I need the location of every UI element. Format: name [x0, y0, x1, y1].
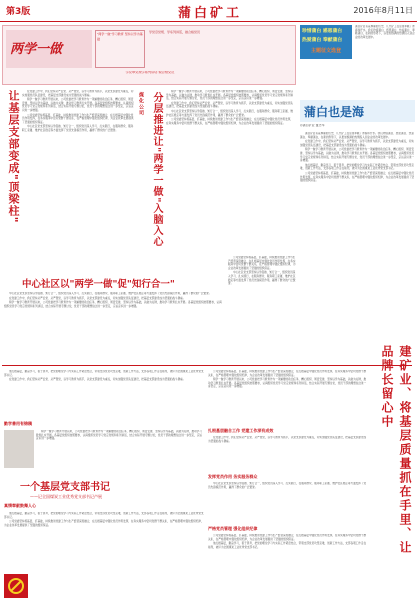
article-6-paragraph: 公司党委坚持抓基层、打基础，持续推进党建工作与生产经营深度融合，在扎根基层中强化党员作用发挥，在务实服务中密切党群干群关系，在严格管理中强化组织纪律，为企业改革发展提供了坚强的组织保证。 — [208, 534, 367, 541]
article-3-title-box — [300, 100, 415, 122]
article-4-headline: 中心社区以"两学一做"促"知行合一" — [22, 279, 175, 290]
page-number-label: 第3版 — [6, 7, 31, 17]
essay-column-subtitle: 主题征文选登 — [310, 48, 341, 54]
article-6-column-b — [208, 482, 368, 524]
article-5-subtitle: ——记全国煤炭工业优秀党支部书记卢展 — [30, 494, 102, 499]
essay-column-box — [300, 25, 352, 59]
article-3-headline: 蒲白也是海 — [304, 105, 365, 119]
article-1-headline: 让基层支部变成"顶梁柱" — [7, 90, 20, 224]
party-emblem-icon — [4, 574, 28, 598]
article-1-paragraph: 在党建工作中，我们坚持从严治党、从严管党，以学习教育为抓手，以党支部建设为重点，切实加强党员队伍建设，把基层支部建设成为坚强的战斗堡垒。 — [22, 90, 134, 97]
article-5-column-a — [36, 430, 204, 474]
article-3-byline: ◎蒲白矿业 董志华 — [300, 124, 325, 127]
article-5-paragraph: 他扎根基层，勤奋学习，善于思考，把党的理论学习与实际工作紧密结合，带领支部党员攻坚克难，创新工作方法，支部各项工作走在前列，被评为全国煤炭工业优秀党支部书记。 — [4, 370, 204, 377]
article-6-column-a — [208, 436, 368, 472]
article-5-headline: 一个基层党支部书记 — [20, 482, 110, 493]
article-3-paragraph: 公司党委坚持抓基层、打基础，持续推进党建工作与生产经营深度融合，在扎根基层中强化党员作用发挥，在务实服务中密切党群干群关系，在严格管理中强化组织纪律，为企业改革发展提供了坚强的组织保证。 — [300, 171, 415, 183]
article-1-body — [22, 90, 134, 270]
article-2-kicker: 煤化公司 — [138, 92, 144, 116]
article-6-paragraph: 在党建工作中，我们坚持从严治党、从严管党，以学习教育为抓手，以党支部建设为重点，切实加强党员队伍建设，把基层支部建设成为坚强的战斗堡垒。 — [208, 436, 367, 443]
banner-logo-area — [6, 30, 92, 68]
article-3-paragraph: 蒲白矿业有着厚重的历史，几代矿工在这里奉献了青春和汗水。我们珍惜蒲白、感恩蒲白、热爱蒲白、奉献蒲白，在新的形势下，以更加饱满的热情投入到企业的改革发展中。 — [300, 132, 414, 139]
article-5-paragraph: 在党建工作中，我们坚持从严治党、从严管党，以学习教育为抓手，以党支部建设为重点，切实加强党员队伍建设，把基层支部建设成为坚强的战斗堡垒。 — [9, 378, 186, 382]
article-4-paragraph: 公司党委坚持抓基层、打基础，持续推进党建工作与生产经营深度融合，在扎根基层中强化党员作用发挥，在务实服务中密切党群干群关系，在严格管理中强化组织纪律，为企业改革发展提供了坚强的组织保证。 — [228, 256, 296, 270]
article-2-paragraph: 中心社区党支部坚持以学促做、知行合一，组织党员深入学习、扎实践行，在服务群众、服务职工家属、维护社区稳定等方面发挥了党员先锋模范作用，赢得了群众的广泛赞誉。 — [166, 109, 293, 117]
top-banner — [2, 25, 296, 85]
article-2-body — [166, 90, 294, 270]
article-5-section-heading: 勤学善用有锦稿 — [4, 421, 32, 426]
article-2-headline: 分层推进让"两学一做"入脑入心 — [151, 92, 162, 248]
article-4-paragraph: 中心社区党支部坚持以学促做、知行合一，组织党员深入学习、扎实践行，在服务群众、服务职工家属、维护社区稳定等方面发挥了党员先锋模范作用，赢得了群众的广泛赞誉。 — [228, 271, 296, 286]
article-6-paragraph: 两学一做学习教育开展以来，公司党委把学习教育作为一项重要的政治任务，精心组织、周密安排，坚持以学为基础，以做为关键，推动学习教育扎实开展。各基层党组织按照要求，认真组织党员学习党章党规和系列讲话，结合实际开展专题讨论，党员干部的理想信念进一步坚定，宗旨意识进一步增强。 — [208, 378, 367, 389]
banner-strip-text: 学党章党规学系列讲话 做合格党员 — [125, 71, 175, 74]
issue-date: 2016年8月11日 — [353, 6, 413, 15]
article-6-section-heading: 严格党员管理 强化组织纪律 — [208, 526, 258, 531]
article-3-body — [300, 132, 415, 342]
article-2-paragraph: 公司党委坚持抓基层、打基础，持续推进党建工作与生产经营深度融合，在扎根基层中强化党员作用发挥，在务实服务中密切党群干群关系，在严格管理中强化组织纪律，为企业改革发展提供了坚强的组织保证。 — [166, 118, 293, 125]
article-5-column-b — [4, 512, 204, 572]
article-6-column-c — [208, 534, 368, 596]
article-6-section-heading: 发挥党员作用 务实服务群众 — [208, 474, 258, 479]
article-5-intro — [4, 370, 204, 420]
essay-column-line-1: 珍惜蒲白 感恩蒲白 — [302, 29, 343, 34]
article-6-paragraph: 中心社区党支部坚持以学促做、知行合一，组织党员深入学习、扎实践行，在服务群众、服务职工家属、维护社区稳定等方面发挥了党员先锋模范作用，赢得了群众的广泛赞誉。 — [208, 482, 367, 489]
article-3-paragraph: 两学一做学习教育开展以来，公司党委把学习教育作为一项重要的政治任务，精心组织、周密安排，坚持以学为基础，以做为关键，推动学习教育扎实开展。各基层党组织按照要求，认真组织党员学习党章党规和系列讲话，结合实际开展专题讨论，党员干部的理想信念进一步坚定，宗旨意识进一步增强。 — [300, 148, 415, 163]
article-4-body — [4, 292, 224, 362]
section-divider — [2, 365, 412, 366]
article-4-paragraph: 在党建工作中，我们坚持从严治党、从严管党，以学习教育为抓手，以党支部建设为重点，切实加强党员队伍建设，把基层支部建设成为坚强的战斗堡垒。 — [9, 296, 186, 300]
banner-logo-text: 两学一做 — [10, 42, 63, 57]
article-6-section-heading: 扎根基层融合工作 党建工作深有成效 — [208, 428, 274, 433]
article-1-paragraph: 公司党委坚持抓基层、打基础，持续推进党建工作与生产经营深度融合，在扎根基层中强化党员作用发挥，在务实服务中密切党群干群关系，在严格管理中强化组织纪律，为企业改革发展提供了坚强的组织保证。 — [22, 113, 134, 124]
article-3-paragraph: 在党建工作中，我们坚持从严治党、从严管党，以学习教育为抓手，以党支部建设为重点，切实加强党员队伍建设，把基层支部建设成为坚强的战斗堡垒。 — [300, 140, 414, 147]
article-4-paragraph: 中心社区党支部坚持以学促做、知行合一，组织党员深入学习、扎实践行，在服务群众、服务职工家属、维护社区稳定等方面发挥了党员先锋模范作用，赢得了群众的广泛赞誉。 — [9, 292, 212, 295]
article-2-paragraph: 在党建工作中，我们坚持从严治党、从严管党，以学习教育为抓手，以党支部建设为重点，切实加强党员队伍建设，把基层支部建设成为坚强的战斗堡垒。 — [166, 101, 293, 109]
essay-column-text: 蒲白矿业有着厚重的历史，几代矿工在这里奉献了青春和汗水。我们珍惜蒲白、感恩蒲白、热爱蒲白、奉献蒲白，在新的形势下，以更加饱满的热情投入到企业的改革发展中。 — [355, 25, 415, 39]
article-5-paragraph: 公司党委坚持抓基层、打基础，持续推进党建工作与生产经营深度融合，在扎根基层中强化党员作用发挥，在务实服务中密切党群干群关系，在严格管理中强化组织纪律，为企业改革发展提供了坚强的组织保证。 — [4, 520, 204, 527]
article-2-paragraph: 两学一做学习教育开展以来，公司党委把学习教育作为一项重要的政治任务，精心组织、周密安排，坚持以学为基础，以做为关键，推动学习教育扎实开展。各基层党组织按照要求，认真组织党员学习党章党规和系列讲话，结合实际开展专题讨论，党员干部的理想信念进一步坚定，宗旨意识进一步增强。 — [166, 90, 294, 101]
article-5-section-heading: 真情奉献鼓舞人心 — [4, 503, 36, 508]
page-header — [0, 0, 417, 22]
article-6-intro — [208, 370, 368, 426]
article-5-paragraph: 他扎根基层，勤奋学习，善于思考，把党的理论学习与实际工作紧密结合，带领支部党员攻坚克难，创新工作方法，支部各项工作走在前列，被评为全国煤炭工业优秀党支部书记。 — [4, 512, 204, 519]
banner-callout-2: 学党章党规、学系列讲话，做合格党员 — [149, 30, 201, 34]
article-6-paragraph: 公司党委坚持抓基层、打基础，持续推进党建工作与生产经营深度融合，在扎根基层中强化党员作用发挥，在务实服务中密切党群干群关系，在严格管理中强化组织纪律，为企业改革发展提供了坚强的组织保证。 — [208, 370, 367, 377]
vertical-slogan: 建矿业、将基层质量抓在手里、让品牌长留心中 — [380, 345, 412, 555]
article-6-paragraph: 他扎根基层，勤奋学习，善于思考，把党的理论学习与实际工作紧密结合，带领支部党员攻坚克难，创新工作方法，支部各项工作走在前列，被评为全国煤炭工业优秀党支部书记。 — [208, 542, 367, 549]
article-5-photo-placeholder — [4, 430, 34, 468]
essay-column-line-2: 热爱蒲白 奉献蒲白 — [302, 38, 343, 43]
article-3-paragraph: 他扎根基层，勤奋学习，善于思考，把党的理论学习与实际工作紧密结合，带领支部党员攻坚克难，创新工作方法，支部各项工作走在前列，被评为全国煤炭工业优秀党支部书记。 — [300, 163, 414, 171]
article-5-paragraph: 两学一做学习教育开展以来，公司党委把学习教育作为一项重要的政治任务，精心组织、周密安排，坚持以学为基础，以做为关键，推动学习教育扎实开展。各基层党组织按照要求，认真组织党员学习党章党规和系列讲话，结合实际开展专题讨论，党员干部的理想信念进一步坚定，宗旨意识进一步增强。 — [36, 430, 202, 441]
banner-callout-1: "两学一做"学习教育 坚持以学为基础 — [95, 30, 145, 68]
article-1-paragraph: 中心社区党支部坚持以学促做、知行合一，组织党员深入学习、扎实践行，在服务群众、服务职工家属、维护社区稳定等方面发挥了党员先锋模范作用，赢得了群众的广泛赞誉。 — [22, 125, 134, 132]
article-1-paragraph: 两学一做学习教育开展以来，公司党委把学习教育作为一项重要的政治任务，精心组织、周密安排，坚持以学为基础，以做为关键，推动学习教育扎实开展。各基层党组织按照要求，认真组织党员学习党章党规和系列讲话，结合实际开展专题讨论，党员干部的理想信念进一步坚定，宗旨意识进一步增强。 — [22, 98, 134, 112]
article-4-paragraph: 两学一做学习教育开展以来，公司党委把学习教育作为一项重要的政治任务，精心组织、周密安排，坚持以学为基础，以做为关键，推动学习教育扎实开展。各基层党组织按照要求，认真组织党员学习党章党规和系列讲话，结合实际开展专题讨论，党员干部的理想信念进一步坚定，宗旨意识进一步增强。 — [4, 301, 222, 308]
article-4-side-column — [228, 256, 296, 362]
masthead-title: 蒲白矿工 — [177, 6, 242, 21]
